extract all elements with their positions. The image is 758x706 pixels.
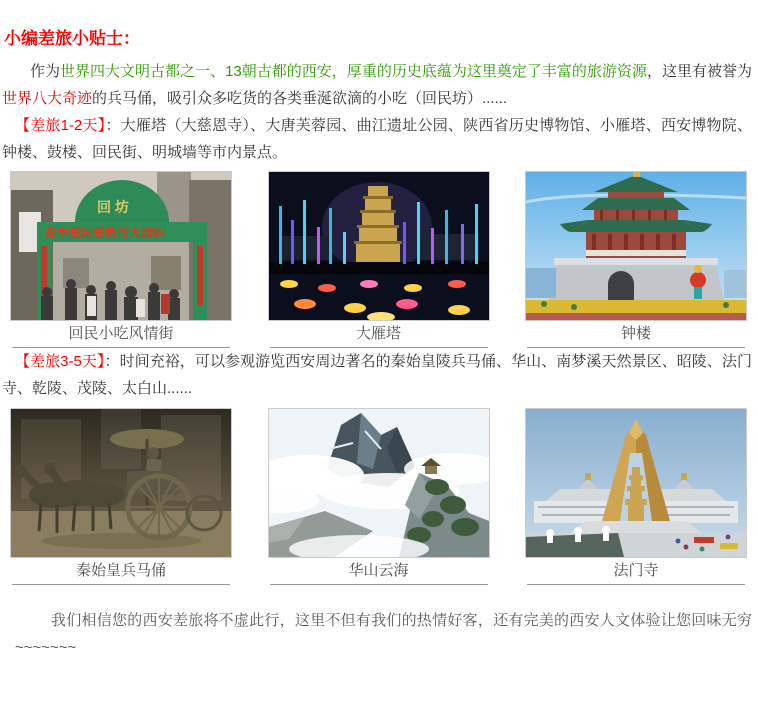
plan-1-2-day-label: 【差旅1-2天】 xyxy=(15,117,106,134)
gallery-card-famen-temple xyxy=(525,408,747,585)
dayan-pagoda-illustration xyxy=(269,172,489,320)
terracotta-bronze-chariot-photo xyxy=(10,408,232,558)
gallery-card-bell-tower xyxy=(525,171,747,348)
gallery-row-1 xyxy=(2,171,752,348)
gallery-card-terracotta xyxy=(10,408,232,585)
photo-caption: 华山云海 xyxy=(270,561,488,585)
svg-text:高举爱国爱教伟大旗帜: 高举爱国爱教伟大旗帜 xyxy=(45,226,166,240)
gallery-row-2 xyxy=(2,408,752,585)
intro-text-3: 的兵马俑，吸引众多吃货的各类垂涎欲滴的小吃（回民坊）...... xyxy=(92,90,508,107)
intro-red-highlight: 世界八大奇迹 xyxy=(2,90,93,107)
intro-green-highlight: 世界四大文明古都之一、13朝古都的西安，厚重的历史底蕴为这里奠定了丰富的旅游资源 xyxy=(60,63,647,80)
photo-caption: 回民小吃风情街 xyxy=(12,324,230,348)
famen-temple-illustration xyxy=(526,409,746,557)
bronze-chariot-illustration xyxy=(11,409,231,557)
huashan-cloud-sea-photo xyxy=(268,408,490,558)
famen-temple-photo xyxy=(525,408,747,558)
photo-caption: 法门寺 xyxy=(527,561,745,585)
intro-paragraph xyxy=(2,58,752,112)
bell-tower-photo xyxy=(525,171,747,321)
closing-paragraph: 我们相信您的西安差旅将不虚此行，这里不但有我们的热情好客，还有完美的西安人文体验让您回味无穷~~~~~~~ xyxy=(15,612,752,656)
plan-3-5-day-text: ：时间充裕，可以参观游览西安周边著名的秦始皇陵兵马俑、华山、南梦溪天然景区、昭陵、法门寺、乾陵、茂陵、太白山...... xyxy=(2,353,752,397)
plan-1-2-day-text: ：大雁塔（大慈恩寺）、大唐芙蓉园、曲江遗址公园、陕西省历史博物馆、小雁塔、西安博物院、钟楼、鼓楼、回民街、明城墙等市内景点。 xyxy=(2,117,752,161)
gallery-card-huimin-street xyxy=(10,171,232,348)
plan-1-2-day-paragraph xyxy=(2,112,752,166)
plan-3-5-day-paragraph xyxy=(2,348,752,402)
page-title: 小编差旅小贴士： xyxy=(4,29,140,48)
photo-caption: 秦始皇兵马俑 xyxy=(12,561,230,585)
svg-text:回 坊: 回 坊 xyxy=(97,199,129,215)
plan-3-5-day-label: 【差旅3-5天】 xyxy=(15,353,105,370)
photo-caption: 钟楼 xyxy=(527,324,745,348)
huashan-illustration xyxy=(269,409,489,557)
intro-text-2: ，这里有被誉为 xyxy=(646,63,752,80)
intro-text-1: 作为 xyxy=(30,63,61,80)
gallery-card-dayan-pagoda xyxy=(268,171,490,348)
bell-tower-illustration xyxy=(526,172,746,320)
dayan-pagoda-fountain-photo xyxy=(268,171,490,321)
gallery-card-huashan xyxy=(268,408,490,585)
huimin-snack-street-photo xyxy=(10,171,232,321)
huimin-street-illustration xyxy=(11,172,231,320)
photo-caption: 大雁塔 xyxy=(270,324,488,348)
